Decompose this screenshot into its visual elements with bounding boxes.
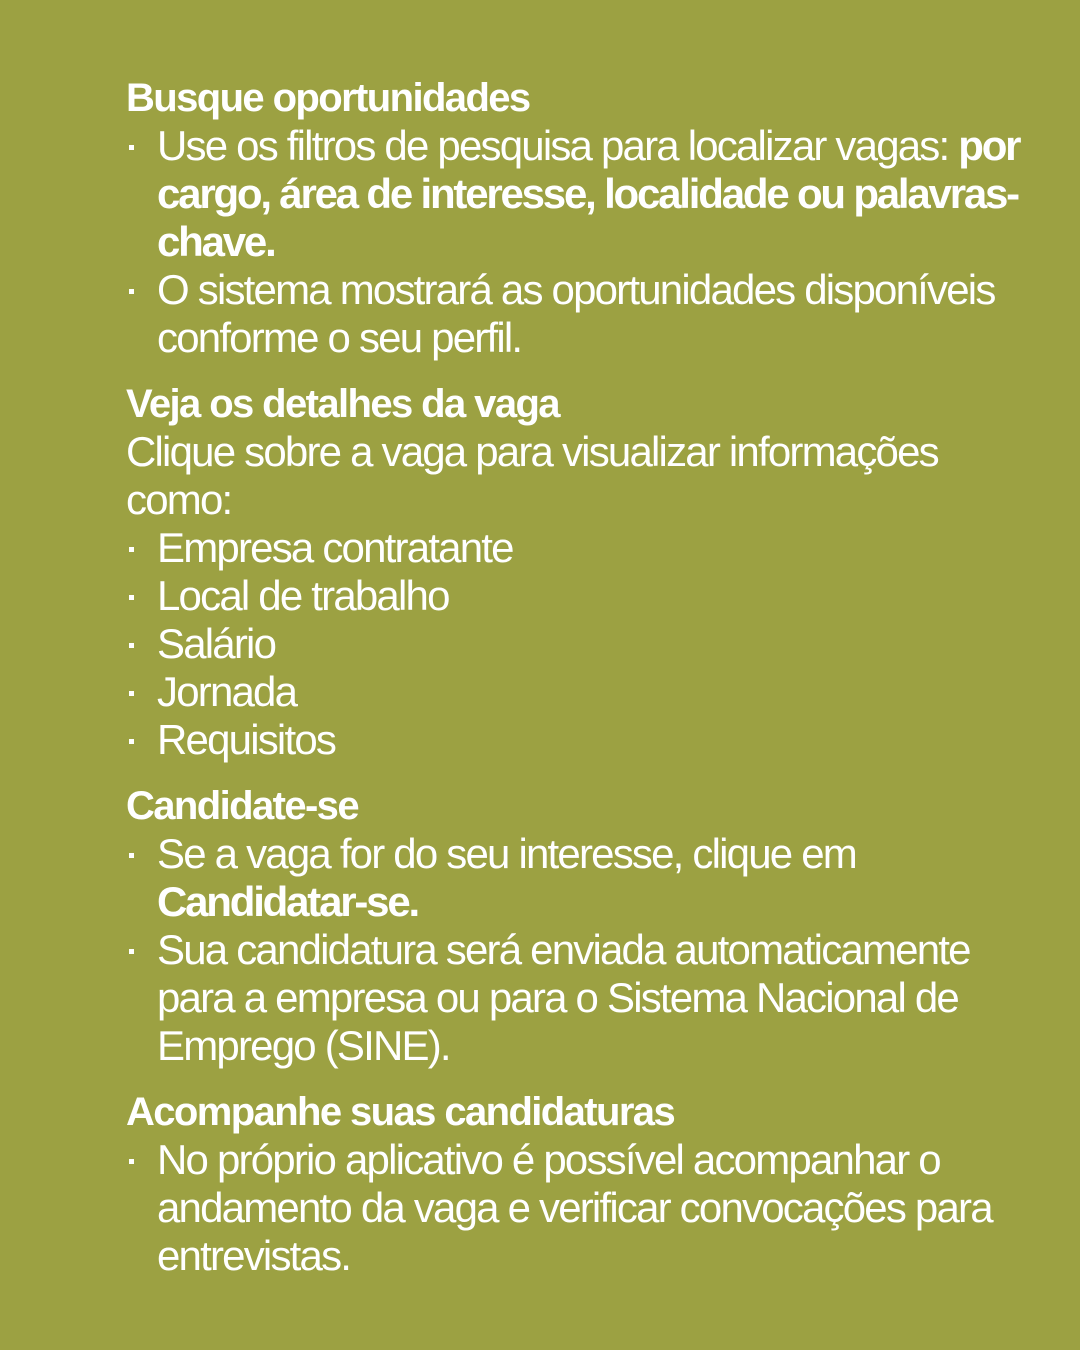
bullet-text: No próprio aplicativo é possível acompanhar o andamento da vaga e verificar convocações para entrevistas. <box>157 1136 992 1279</box>
bullet-item <box>126 668 1020 716</box>
section-intro: Clique sobre a vaga para visualizar informações como: <box>126 428 938 523</box>
section-candidate-se <box>126 782 1020 1070</box>
bullet-item <box>126 926 1020 1070</box>
section-acompanhe-candidaturas <box>126 1088 1020 1280</box>
bullet-bold-text: por cargo, área de interesse, localidade ou palavras-chave. <box>157 122 1020 265</box>
section-heading: Candidate-se <box>126 784 358 828</box>
bullet-text: O sistema mostrará as oportunidades disponíveis conforme o seu perfil. <box>157 266 995 361</box>
bullet-text: Jornada <box>157 668 297 715</box>
section-busque-oportunidades <box>126 74 1020 362</box>
bullet-text: Empresa contratante <box>157 524 513 571</box>
section-heading: Veja os detalhes da vaga <box>126 382 559 426</box>
bullet-item <box>126 122 1020 266</box>
section-heading: Acompanhe suas candidaturas <box>126 1090 675 1134</box>
bullet-list <box>126 830 1020 1070</box>
section-veja-detalhes <box>126 380 1020 764</box>
bullet-bold-text: Candidatar-se. <box>157 878 418 925</box>
bullet-text: Use os filtros de pesquisa para localizar vagas: <box>157 122 959 169</box>
bullet-item <box>126 620 1020 668</box>
bullet-item <box>126 716 1020 764</box>
bullet-list <box>126 524 1020 764</box>
bullet-item <box>126 572 1020 620</box>
bullet-text: Salário <box>157 620 276 667</box>
bullet-item <box>126 1136 1020 1280</box>
bullet-item <box>126 830 1020 926</box>
bullet-item <box>126 524 1020 572</box>
bullet-text: Se a vaga for do seu interesse, clique em <box>157 830 856 877</box>
bullet-text: Requisitos <box>157 716 336 763</box>
bullet-item <box>126 266 1020 362</box>
bullet-list <box>126 1136 1020 1280</box>
section-heading: Busque oportunidades <box>126 76 530 120</box>
bullet-text: Local de trabalho <box>157 572 449 619</box>
bullet-list <box>126 122 1020 362</box>
bullet-text: Sua candidatura será enviada automaticamente para a empresa ou para o Sistema Nacional de Emprego (SINE). <box>157 926 970 1069</box>
